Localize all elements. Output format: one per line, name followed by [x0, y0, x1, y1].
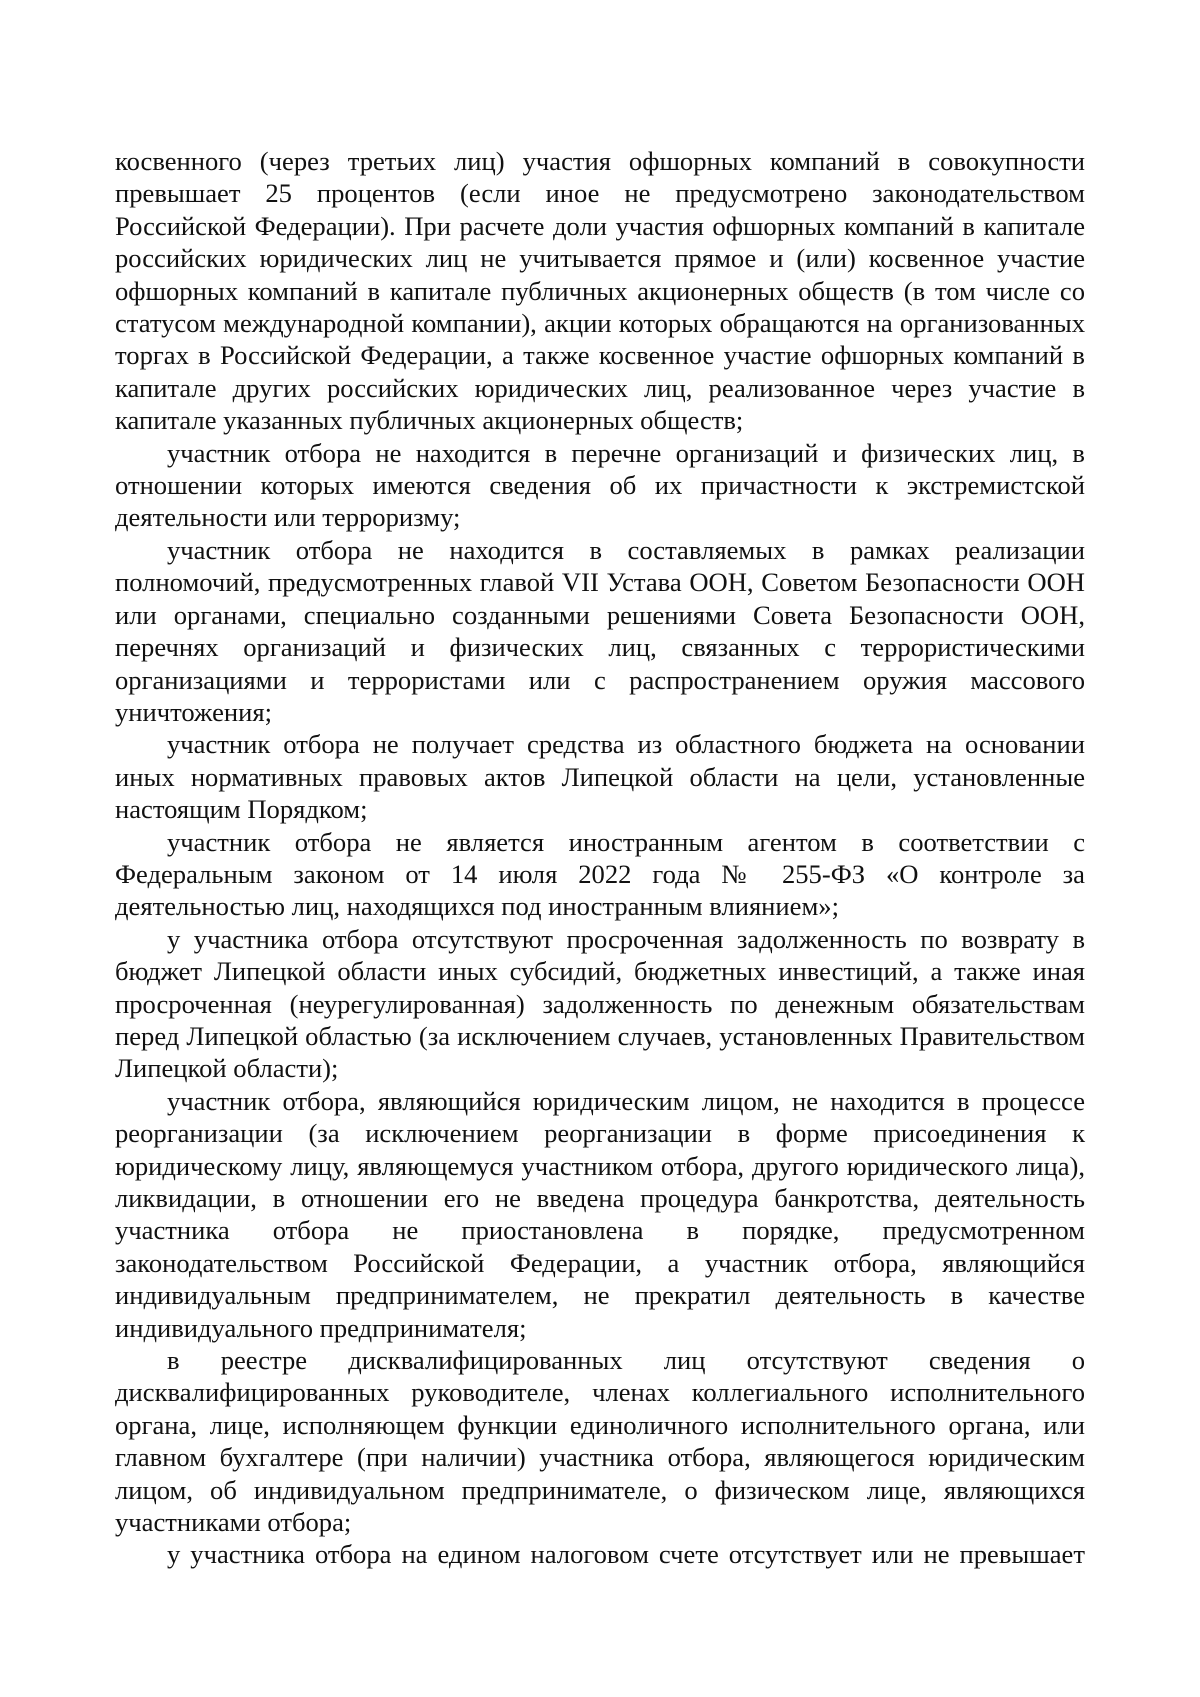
- paragraph-overdue-debt: у участника отбора отсутствуют просроченная задолженность по возврату в бюджет Липецкой области иных субсидий, бюджетных инвестиций, а также иная просроченная (неурегулированная) задолженность по денежным обязательствам перед Липецкой областью (за исключением случаев, установленных Правительством Липецкой области);: [115, 923, 1085, 1084]
- paragraph-disqualified-persons: в реестре дисквалифицированных лиц отсутствуют сведения о дисквалифицированных руководителе, членах коллегиального исполнительного органа, лице, исполняющем функции единоличного исполнительного органа, или главном бухгалтере (при наличии) участника отбора, являющегося юридическим лицом, об индивидуальном предпринимателе, о физическом лице, являющихся участниками отбора;: [115, 1345, 1085, 1538]
- paragraph-reorganization: участник отбора, являющийся юридическим лицом, не находится в процессе реорганизации (за исключением реорганизации в форме присоединения к юридическому лицу, являющемуся участником отбора, другого юридического лица), ликвидации, в отношении его не введена процедура банкротства, деятельность участника отбора не приостановлена в порядке, предусмотренном законодательством Российской Федерации, а участник отбора, являющийся индивидуальным предпринимателем, не прекратил деятельность в качестве индивидуального предпринимателя;: [115, 1085, 1085, 1343]
- paragraph-tax-account: у участника отбора на едином налоговом счете отсутствует или не превышает: [167, 1539, 1085, 1570]
- document-body: [115, 145, 1085, 1571]
- paragraph-foreign-agent: участник отбора не является иностранным агентом в соответствии с Федеральным законом от 14 июля 2022 года № 255-ФЗ «О контроле за деятельностью лиц, находящихся под иностранным влиянием»;: [115, 826, 1085, 922]
- paragraph-un-sanctions-list: участник отбора не находится в составляемых в рамках реализации полномочий, предусмотренных главой VII Устава ООН, Советом Безопасности ООН или органами, специально созданными решениями Совета Безопасности ООН, перечнях организаций и физических лиц, связанных с террористическими организациями и террористами или с распространением оружия массового уничтожения;: [115, 534, 1085, 727]
- paragraph-extremism-list: участник отбора не находится в перечне организаций и физических лиц, в отношении которых имеются сведения об их причастности к экстремистской деятельности или терроризму;: [115, 437, 1085, 533]
- paragraph-offshore-participation: косвенного (через третьих лиц) участия офшорных компаний в совокупности превышает 25 процентов (если иное не предусмотрено законодательством Российской Федерации). При расчете доли участия офшорных компаний в капитале российских юридических лиц не учитывается прямое и (или) косвенное участие офшорных компаний в капитале публичных акционерных обществ (в том числе со статусом международной компании), акции которых обращаются на организованных торгах в Российской Федерации, а также косвенное участие офшорных компаний в капитале других российских юридических лиц, реализованное через участие в капитале указанных публичных акционерных обществ;: [115, 146, 1085, 436]
- paragraph-other-budget-funds: участник отбора не получает средства из областного бюджета на основании иных нормативных правовых актов Липецкой области на цели, установленные настоящим Порядком;: [115, 729, 1085, 825]
